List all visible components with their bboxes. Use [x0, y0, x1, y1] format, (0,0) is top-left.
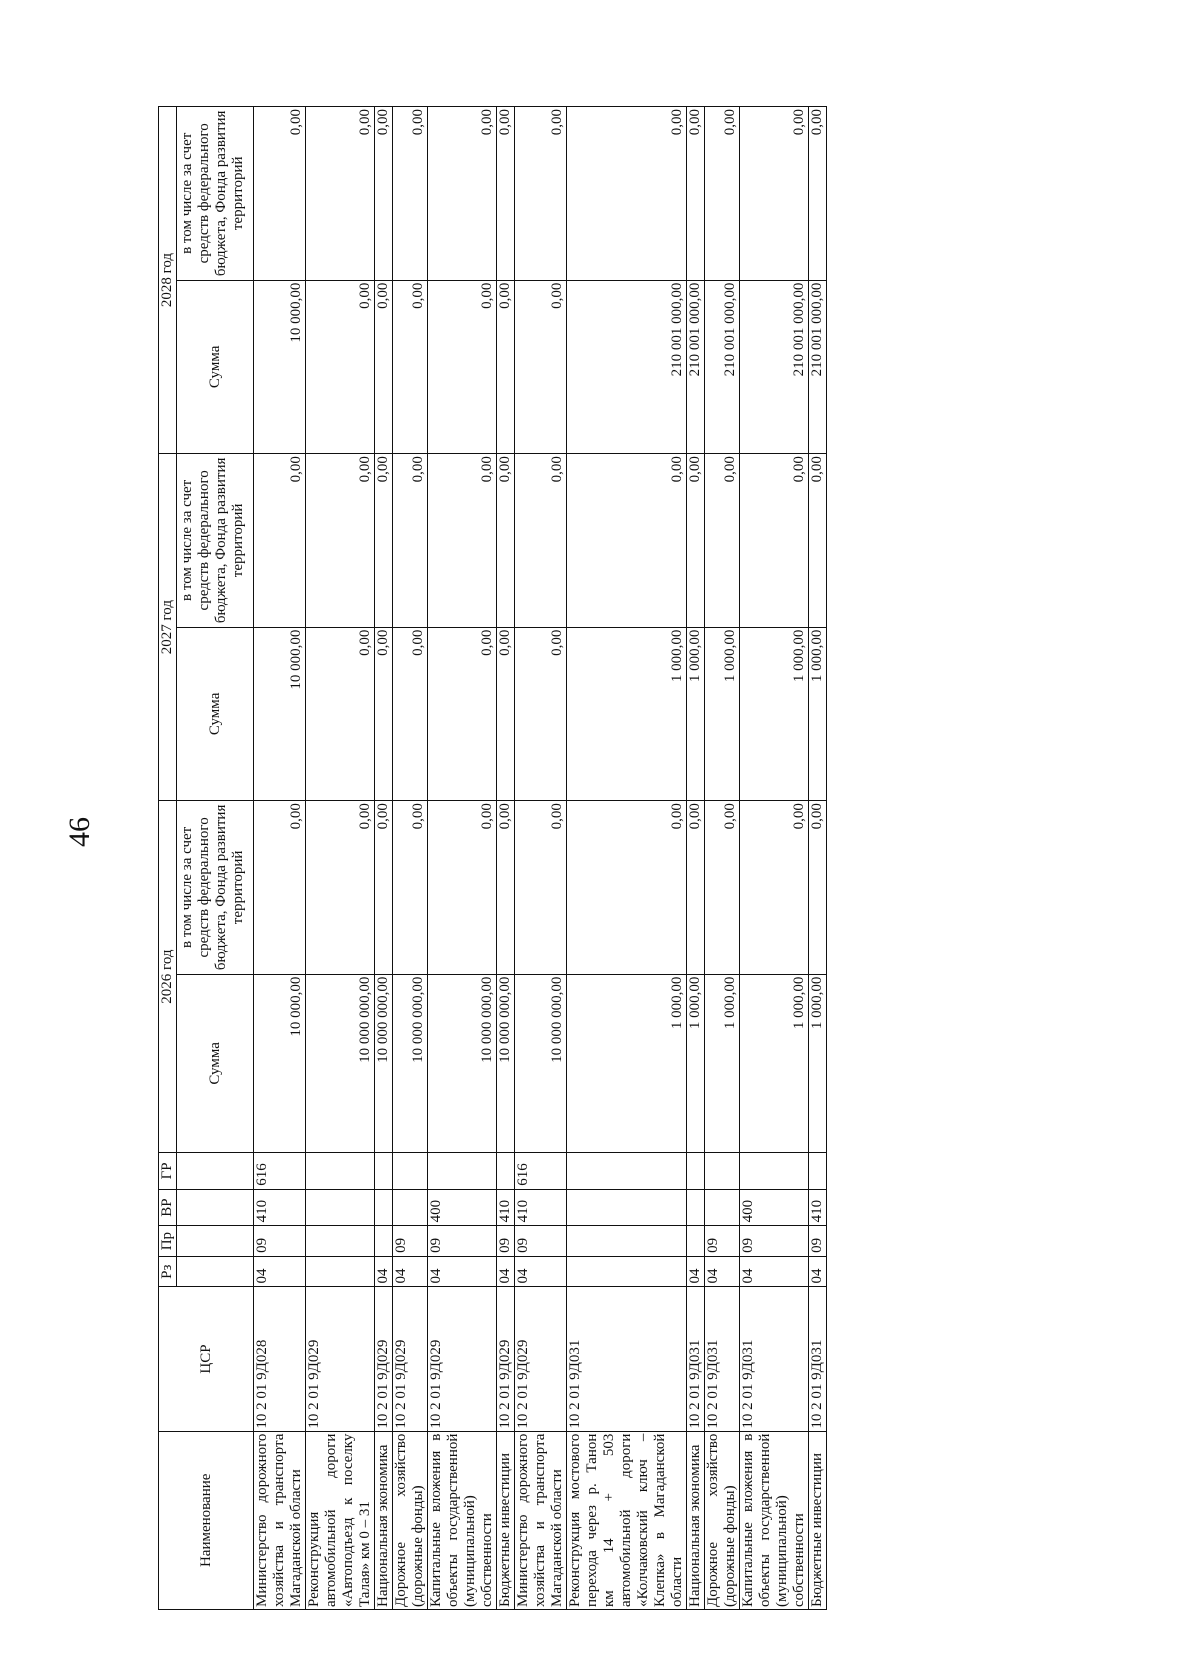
header-sum-2027: Сумма	[177, 627, 254, 801]
table-row	[428, 107, 497, 1610]
row-sum-2027: 0,00	[306, 627, 375, 801]
row-sum-2028: 210 001 000,00	[687, 280, 705, 454]
row-vr	[306, 1189, 375, 1226]
row-name: Дорожное хозяйство (дорожные фонды)	[705, 1431, 740, 1609]
row-gr	[393, 1153, 428, 1190]
table-row	[567, 107, 687, 1610]
row-federal-2027: 0,00	[306, 454, 375, 628]
row-federal-2027: 0,00	[393, 454, 428, 628]
row-csr: 10 2 01 9Д029	[375, 1287, 393, 1431]
row-pr: 09	[515, 1226, 567, 1257]
row-name: Реконструкция мостового перехода через р. Танон км 14 + 503 автомобильной дороги «Колчаковский ключ – Клепка» в Магаданской области	[567, 1431, 687, 1609]
row-sum-2027: 0,00	[428, 627, 497, 801]
row-rz: 04	[515, 1256, 567, 1287]
row-federal-2027: 0,00	[705, 454, 740, 628]
row-pr	[687, 1226, 705, 1257]
header-federal-2027: в том числе за счет средств федерального бюджета, Фонда развития территорий	[177, 454, 254, 628]
row-csr: 10 2 01 9Д031	[809, 1287, 827, 1431]
row-pr: 09	[393, 1226, 428, 1257]
table-row	[809, 107, 827, 1610]
row-sum-2026: 10 000 000,00	[393, 974, 428, 1152]
row-federal-2026: 0,00	[740, 801, 809, 975]
row-federal-2026: 0,00	[393, 801, 428, 975]
row-rz: 04	[497, 1256, 515, 1287]
header-gr-empty	[177, 1153, 254, 1190]
row-csr: 10 2 01 9Д031	[705, 1287, 740, 1431]
row-federal-2028: 0,00	[687, 107, 705, 281]
row-sum-2028: 0,00	[515, 280, 567, 454]
header-rz: Рз	[159, 1256, 177, 1287]
row-federal-2027: 0,00	[687, 454, 705, 628]
row-sum-2027: 0,00	[515, 627, 567, 801]
table-body	[254, 107, 827, 1610]
table-row	[705, 107, 740, 1610]
row-gr	[567, 1153, 687, 1190]
row-pr: 09	[254, 1226, 306, 1257]
row-federal-2026: 0,00	[705, 801, 740, 975]
row-gr: 616	[254, 1153, 306, 1190]
table-row	[306, 107, 375, 1610]
row-gr	[809, 1153, 827, 1190]
row-vr: 400	[428, 1189, 497, 1226]
row-rz	[567, 1256, 687, 1287]
header-vr: ВР	[159, 1189, 177, 1226]
row-pr: 09	[428, 1226, 497, 1257]
row-vr: 400	[740, 1189, 809, 1226]
row-federal-2028: 0,00	[809, 107, 827, 281]
row-rz: 04	[740, 1256, 809, 1287]
row-gr	[740, 1153, 809, 1190]
row-sum-2028: 210 001 000,00	[740, 280, 809, 454]
row-csr: 10 2 01 9Д031	[687, 1287, 705, 1431]
row-name: Капитальные вложения в объекты государственной (муниципальной) собственности	[740, 1431, 809, 1609]
header-federal-2028: в том числе за счет средств федерального бюджета, Фонда развития территорий	[177, 107, 254, 281]
row-federal-2027: 0,00	[740, 454, 809, 628]
row-name: Министерство дорожного хозяйства и транспорта Магаданской области	[515, 1431, 567, 1609]
header-federal-2026: в том числе за счет средств федерального бюджета, Фонда развития территорий	[177, 801, 254, 975]
row-federal-2026: 0,00	[515, 801, 567, 975]
row-federal-2028: 0,00	[497, 107, 515, 281]
row-sum-2028: 0,00	[428, 280, 497, 454]
table-row	[497, 107, 515, 1610]
row-federal-2026: 0,00	[497, 801, 515, 975]
row-rz	[306, 1256, 375, 1287]
row-sum-2028: 210 001 000,00	[705, 280, 740, 454]
row-sum-2027: 1 000,00	[740, 627, 809, 801]
row-csr: 10 2 01 9Д031	[740, 1287, 809, 1431]
row-name: Реконструкция автомобильной дороги «Автоподъезд к поселку Талая» км 0 – 31	[306, 1431, 375, 1609]
row-vr	[375, 1189, 393, 1226]
row-federal-2027: 0,00	[254, 454, 306, 628]
page-number: 46	[63, 817, 96, 847]
row-sum-2027: 10 000,00	[254, 627, 306, 801]
header-pr-empty	[177, 1226, 254, 1257]
row-vr: 410	[254, 1189, 306, 1226]
header-sum-2028: Сумма	[177, 280, 254, 454]
row-sum-2028: 10 000,00	[254, 280, 306, 454]
row-pr: 09	[740, 1226, 809, 1257]
row-federal-2027: 0,00	[375, 454, 393, 628]
row-federal-2026: 0,00	[375, 801, 393, 975]
row-vr: 410	[515, 1189, 567, 1226]
row-gr	[375, 1153, 393, 1190]
row-csr: 10 2 01 9Д029	[515, 1287, 567, 1431]
header-csr: ЦСР	[159, 1287, 254, 1431]
row-sum-2028: 210 001 000,00	[809, 280, 827, 454]
row-csr: 10 2 01 9Д029	[428, 1287, 497, 1431]
row-pr	[306, 1226, 375, 1257]
row-name: Капитальные вложения в объекты государственной (муниципальной) собственности	[428, 1431, 497, 1609]
rotated-table-container	[158, 106, 1053, 1610]
row-rz: 04	[254, 1256, 306, 1287]
row-sum-2026: 10 000,00	[254, 974, 306, 1152]
row-sum-2027: 1 000,00	[687, 627, 705, 801]
row-sum-2026: 1 000,00	[705, 974, 740, 1152]
row-vr	[687, 1189, 705, 1226]
row-federal-2028: 0,00	[254, 107, 306, 281]
row-federal-2026: 0,00	[567, 801, 687, 975]
row-sum-2026: 10 000 000,00	[497, 974, 515, 1152]
row-pr: 09	[497, 1226, 515, 1257]
table-row	[375, 107, 393, 1610]
row-pr	[567, 1226, 687, 1257]
row-gr	[306, 1153, 375, 1190]
row-gr	[428, 1153, 497, 1190]
row-rz: 04	[705, 1256, 740, 1287]
row-vr	[393, 1189, 428, 1226]
row-sum-2027: 0,00	[497, 627, 515, 801]
row-sum-2026: 1 000,00	[687, 974, 705, 1152]
row-federal-2026: 0,00	[809, 801, 827, 975]
row-federal-2027: 0,00	[809, 454, 827, 628]
row-name: Министерство дорожного хозяйства и транспорта Магаданской области	[254, 1431, 306, 1609]
row-sum-2028: 0,00	[497, 280, 515, 454]
header-rz-empty	[177, 1256, 254, 1287]
row-sum-2027: 1 000,00	[809, 627, 827, 801]
table-row	[740, 107, 809, 1610]
budget-table	[158, 106, 827, 1610]
row-federal-2026: 0,00	[254, 801, 306, 975]
row-gr	[705, 1153, 740, 1190]
row-federal-2026: 0,00	[306, 801, 375, 975]
row-vr	[705, 1189, 740, 1226]
row-csr: 10 2 01 9Д031	[567, 1287, 687, 1431]
header-year-2027: 2027 год	[159, 454, 177, 801]
row-federal-2028: 0,00	[393, 107, 428, 281]
row-federal-2027: 0,00	[567, 454, 687, 628]
row-sum-2028: 0,00	[306, 280, 375, 454]
row-federal-2028: 0,00	[705, 107, 740, 281]
row-federal-2028: 0,00	[306, 107, 375, 281]
row-federal-2027: 0,00	[428, 454, 497, 628]
row-federal-2028: 0,00	[567, 107, 687, 281]
row-federal-2028: 0,00	[428, 107, 497, 281]
row-sum-2026: 1 000,00	[567, 974, 687, 1152]
table-row	[393, 107, 428, 1610]
header-vr-empty	[177, 1189, 254, 1226]
header-row-years	[159, 107, 177, 1610]
row-rz: 04	[375, 1256, 393, 1287]
row-sum-2027: 0,00	[393, 627, 428, 801]
row-rz: 04	[393, 1256, 428, 1287]
row-rz: 04	[687, 1256, 705, 1287]
header-sum-2026: Сумма	[177, 974, 254, 1152]
row-pr	[375, 1226, 393, 1257]
row-name: Дорожное хозяйство (дорожные фонды)	[393, 1431, 428, 1609]
row-csr: 10 2 01 9Д029	[306, 1287, 375, 1431]
row-name: Национальная экономика	[687, 1431, 705, 1609]
row-sum-2027: 1 000,00	[567, 627, 687, 801]
row-federal-2028: 0,00	[375, 107, 393, 281]
row-gr	[497, 1153, 515, 1190]
row-name: Бюджетные инвестиции	[497, 1431, 515, 1609]
row-vr	[567, 1189, 687, 1226]
row-vr: 410	[497, 1189, 515, 1226]
row-sum-2026: 10 000 000,00	[428, 974, 497, 1152]
row-pr: 09	[705, 1226, 740, 1257]
row-gr: 616	[515, 1153, 567, 1190]
row-federal-2028: 0,00	[515, 107, 567, 281]
row-csr: 10 2 01 9Д029	[393, 1287, 428, 1431]
row-sum-2026: 1 000,00	[740, 974, 809, 1152]
row-sum-2028: 210 001 000,00	[567, 280, 687, 454]
header-year-2026: 2026 год	[159, 801, 177, 1153]
row-federal-2027: 0,00	[515, 454, 567, 628]
row-sum-2026: 10 000 000,00	[306, 974, 375, 1152]
row-csr: 10 2 01 9Д029	[497, 1287, 515, 1431]
row-federal-2026: 0,00	[687, 801, 705, 975]
table-row	[515, 107, 567, 1610]
row-csr: 10 2 01 9Д028	[254, 1287, 306, 1431]
row-sum-2026: 10 000 000,00	[375, 974, 393, 1152]
row-federal-2027: 0,00	[497, 454, 515, 628]
row-sum-2028: 0,00	[393, 280, 428, 454]
row-federal-2026: 0,00	[428, 801, 497, 975]
header-pr: Пр	[159, 1226, 177, 1257]
header-year-2028: 2028 год	[159, 107, 177, 454]
row-sum-2027: 0,00	[375, 627, 393, 801]
row-name: Бюджетные инвестиции	[809, 1431, 827, 1609]
table-row	[254, 107, 306, 1610]
row-pr: 09	[809, 1226, 827, 1257]
row-vr: 410	[809, 1189, 827, 1226]
header-name: Наименование	[159, 1431, 254, 1609]
row-sum-2028: 0,00	[375, 280, 393, 454]
row-name: Национальная экономика	[375, 1431, 393, 1609]
table-row	[687, 107, 705, 1610]
row-gr	[687, 1153, 705, 1190]
row-sum-2027: 1 000,00	[705, 627, 740, 801]
row-rz: 04	[428, 1256, 497, 1287]
row-rz: 04	[809, 1256, 827, 1287]
row-sum-2026: 1 000,00	[809, 974, 827, 1152]
header-gr: ГР	[159, 1153, 177, 1190]
row-sum-2026: 10 000 000,00	[515, 974, 567, 1152]
row-federal-2028: 0,00	[740, 107, 809, 281]
